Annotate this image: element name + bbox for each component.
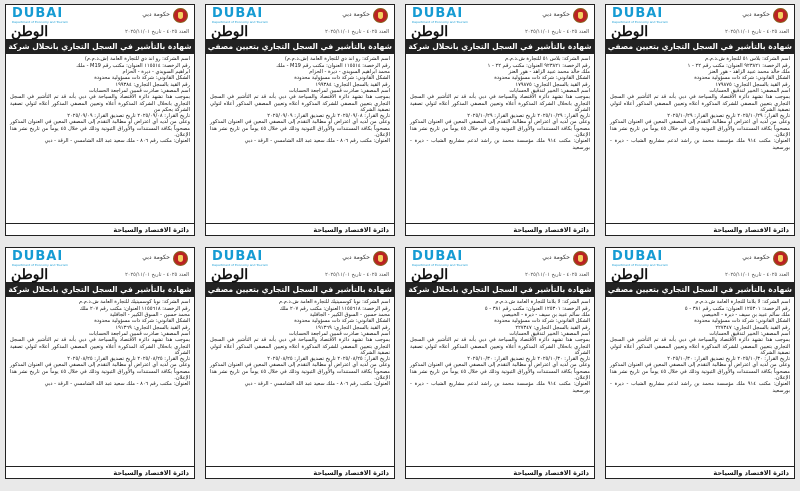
newspaper-name: الوطن xyxy=(411,267,449,283)
government-name: حكومة دبي xyxy=(742,10,770,18)
newspaper-row xyxy=(6,268,194,283)
notice-footer xyxy=(406,223,594,235)
notice-line: الشكل القانوني: شركة ذات مسؤولية محدودة xyxy=(694,318,790,325)
notice-line: تاريخ القرار: ٢٠٢٥/١٠/٣٠ تاريخ تصديق القرار: ٢٠٢٥/١٠/٣٠ xyxy=(667,356,790,363)
notice-card xyxy=(5,247,195,479)
notice-header xyxy=(6,5,194,25)
notice-header xyxy=(206,248,394,268)
department-name: دائرة الاقتصاد والسياحة xyxy=(513,468,589,477)
notice-header xyxy=(606,248,794,268)
department-name: دائرة الاقتصاد والسياحة xyxy=(113,468,189,477)
notice-line: اسم المصفي: الخبير لتدقيق الحسابات xyxy=(709,330,790,337)
newspaper-row xyxy=(606,268,794,283)
notice-line: وعلى من لديه أي اعتراض أو مطالبة التقدم إلى المصفي المعين في العنوان المذكور مصحوباً بكافة المستندات والأوراق الثبوتية وذلك في خلال ٤٥ يوماً من تاريخ نشر هذا الإعلان. xyxy=(10,119,190,139)
notice-line: العنوان: مكتب رقم ٨٠٦ - ملك سعيد عبد الله الشامسي - الرقة - دبي xyxy=(44,381,190,388)
notice-line: الشكل القانوني: شركة ذات مسؤولية محدودة xyxy=(494,75,590,82)
notice-footer xyxy=(206,223,394,235)
notice-body xyxy=(206,297,394,387)
department-name: دائرة الاقتصاد والسياحة xyxy=(513,225,589,234)
notice-line: وعلى من لديه أي اعتراض أو مطالبة التقدم إلى المصفي المعين في العنوان المذكور مصحوباً بكافة المستندات والأوراق الثبوتية وذلك في خلال ٤٥ يوماً من تاريخ نشر هذا الإعلان. xyxy=(10,362,190,382)
notice-headline: شهادة بالتأشير في السجل التجاري بتعيين مصفي xyxy=(606,283,794,297)
dubai-emblem-icon xyxy=(773,251,788,266)
notice-line: رقم القيد بالسجل التجاري: ١٧٩٨٧٥ xyxy=(715,81,790,88)
government-name: حكومة دبي xyxy=(342,253,370,261)
government-block xyxy=(542,251,588,266)
issue-info: العدد ٤٠٢٥ - تاريخ ٢٠٢٥/١١/٠١ xyxy=(325,29,389,35)
notice-card xyxy=(405,247,595,479)
notice-line: وعلى من لديه أي اعتراض أو مطالبة التقدم إلى المصفي المعين في العنوان المذكور مصحوباً بكافة المستندات والأوراق الثبوتية وذلك في خلال ٤٥ يوماً من تاريخ نشر هذا الإعلان. xyxy=(410,362,590,382)
issue-info: العدد ٤٠٢٥ - تاريخ ٢٠٢٥/١١/٠١ xyxy=(125,29,189,35)
dubai-det-logo xyxy=(12,7,68,24)
notice-line: رقم الرخصة: ٩٢٣٨٢١ العنوان: مكتب رقم ٢٢ - ١ xyxy=(487,62,590,69)
dubai-det-logo xyxy=(612,7,668,24)
dubai-logo-text: DUBAI xyxy=(212,5,264,21)
newspaper-row xyxy=(406,268,594,283)
notice-line: بموجب هذا تشهد دائرة الاقتصاد والسياحة في دبي بأنه قد تم التأشير في السجل التجاري بتعيين المصفي للشركة المذكورة أعلاه وتعيين المصفي المذكور أعلاه لتولي تصفية الشركة xyxy=(210,94,390,113)
notice-line: اسم الشركة: بلاس ٥١ للتجارة ش.ذ.م.م xyxy=(505,56,590,63)
dubai-emblem-icon xyxy=(173,251,188,266)
newspaper-name: الوطن xyxy=(11,267,49,283)
notice-line: بموجب هذا تشهد دائرة الاقتصاد والسياحة في دبي بأنه قد تم التأشير في السجل التجاري بتعيين المصفي للشركة المذكورة أعلاه وتعيين المصفي المذكور أعلاه لتولي تصفية الشركة xyxy=(610,94,790,113)
notice-card xyxy=(205,247,395,479)
newspaper-row xyxy=(206,25,394,40)
notice-line: تاريخ القرار: ٢٠٢٥/١٠/٢٩ تاريخ تصديق القرار: ٢٠٢٥/١٠/٢٩ xyxy=(667,113,790,120)
government-name: حكومة دبي xyxy=(742,253,770,261)
notice-line: ملك سالم عبيد بن سيف - ديرة - الخبيصي xyxy=(701,311,790,318)
newspaper-row xyxy=(406,25,594,40)
notice-line: بموجب هذا تشهد دائرة الاقتصاد والسياحة في دبي بأنه قد تم التأشير في السجل التجاري بتعيين المصفي للشركة المذكورة أعلاه وتعيين المصفي المذكور أعلاه لتولي تصفية الشركة xyxy=(210,337,390,356)
notice-line: اسم الشركة: بلاس ٥١ للتجارة ش.ذ.م.م xyxy=(705,56,790,63)
notice-line: العنوان: مكتب ٩١٤ ملك مؤسسة محمد بن راشد لدعم مشاريع الشباب - ديرة - بورسعيد xyxy=(610,138,790,151)
dubai-emblem-icon xyxy=(573,251,588,266)
notice-line: رقم الرخصة: ١١٥٥١٤ العنوان: مكتب رقم M19 - ملك xyxy=(276,62,390,69)
dubai-logo-subtitle: Department of Economy and Tourism xyxy=(12,19,68,24)
notice-body xyxy=(6,54,194,144)
notice-header xyxy=(606,5,794,25)
dubai-emblem-icon xyxy=(173,8,188,23)
notice-header xyxy=(406,248,594,268)
notice-line: رقم القيد بالسجل التجاري: ١٧٩٨٧٥ xyxy=(515,81,590,88)
notice-line: اسم الشركة: نوبا كوسميتيك للتجارة العامة ش.ذ.م.م xyxy=(78,299,190,306)
department-name: دائرة الاقتصاد والسياحة xyxy=(713,225,789,234)
notice-headline: شهادة بالتأشير في السجل التجاري بتعيين مصفي xyxy=(606,40,794,54)
dubai-emblem-icon xyxy=(773,8,788,23)
notice-line: العنوان: مكتب رقم ٨٠٦ - ملك سعيد عبد الله الشامسي - الرقة - دبي xyxy=(244,138,390,145)
notice-line: ملك سالم عبيد بن سيف - ديرة - الخبيصي xyxy=(501,311,590,318)
dubai-det-logo xyxy=(612,250,668,267)
dubai-logo-text: DUBAI xyxy=(212,248,264,264)
dubai-logo-subtitle: Department of Economy and Tourism xyxy=(412,262,468,267)
dubai-logo-text: DUBAI xyxy=(612,5,664,21)
department-name: دائرة الاقتصاد والسياحة xyxy=(113,225,189,234)
department-name: دائرة الاقتصاد والسياحة xyxy=(313,225,389,234)
notice-line: العنوان: مكتب ٩١٤ ملك مؤسسة محمد بن راشد لدعم مشاريع الشباب - ديرة - بورسعيد xyxy=(410,381,590,394)
notice-line: تاريخ القرار: ٢٠٢٥/١٠/٢٩ تاريخ تصديق القرار: ٢٠٢٥/١٠/٢٩ xyxy=(467,113,590,120)
notice-line: وعلى من لديه أي اعتراض أو مطالبة التقدم إلى المصفي المعين في العنوان المذكور مصحوباً بكافة المستندات والأوراق الثبوتية وذلك في خلال ٤٥ يوماً من تاريخ نشر هذا الإعلان. xyxy=(610,119,790,139)
government-block xyxy=(742,251,788,266)
notice-line: بموجب هذا تشهد دائرة الاقتصاد والسياحة في دبي بأنه قد تم التأشير في السجل التجاري بتعيين المصفي للشركة المذكورة أعلاه وتعيين المصفي المذكور أعلاه لتولي تصفية الشركة xyxy=(610,337,790,356)
government-block xyxy=(142,8,188,23)
notice-line: وعلى من لديه أي اعتراض أو مطالبة التقدم إلى المصفي المعين في العنوان المذكور مصحوباً بكافة المستندات والأوراق الثبوتية وذلك في خلال ٤٥ يوماً من تاريخ نشر هذا الإعلان. xyxy=(410,119,590,139)
dubai-det-logo xyxy=(412,7,468,24)
newspaper-name: الوطن xyxy=(611,24,649,40)
notice-headline: شهادة بالتأشير في السجل التجاري بانحلال شركة xyxy=(406,283,594,297)
notice-body xyxy=(606,297,794,394)
notice-line: تاريخ القرار: ٢٠٢٥/٠٨/٢٥ تاريخ تصديق القرار: ٢٠٢٥/٠٨/٢٥ xyxy=(267,356,390,363)
government-block xyxy=(142,251,188,266)
government-block xyxy=(342,251,388,266)
government-name: حكومة دبي xyxy=(542,10,570,18)
notice-line: اسم الشركة: رو اند دي للتجارة العامة (ش.ذ.م.م) xyxy=(84,56,190,63)
notice-line: وعلى من لديه أي اعتراض أو مطالبة التقدم إلى المصفي المعين في العنوان المذكور مصحوباً بكافة المستندات والأوراق الثبوتية وذلك في خلال ٤٥ يوماً من تاريخ نشر هذا الإعلان. xyxy=(610,362,790,382)
notice-line: تاريخ القرار: ٢٠٢٥/٠٨/٢٥ تاريخ تصديق القرار: ٢٠٢٥/٠٨/٢٥ xyxy=(67,356,190,363)
dubai-logo-subtitle: Department of Economy and Tourism xyxy=(612,262,668,267)
notice-line: الشكل القانوني: شركة ذات مسؤولية محدودة xyxy=(94,75,190,82)
notice-line: رقم الرخصة: ١١٥٥٦١٨ العنوان: مكتب رقم ٢٠٧ ملك xyxy=(279,305,390,312)
notice-line: اسم الشركة: لا بلانتا للتجارة العامة ش.ذ.م.م xyxy=(495,299,590,306)
notice-line: اسم المصفي: الخبير لتدقيق الحسابات xyxy=(509,330,590,337)
notice-line: بموجب هذا تشهد دائرة الاقتصاد والسياحة في دبي بأنه قد تم التأشير في السجل التجاري بانحلال الشركة المذكورة أعلاه وتعيين المصفي المذكور أعلاه لتولي تصفية الشركة xyxy=(410,337,590,356)
issue-info: العدد ٤٠٢٥ - تاريخ ٢٠٢٥/١١/٠١ xyxy=(525,29,589,35)
notice-card xyxy=(405,4,595,236)
notice-line: تاريخ القرار: ٢٠٢٥/٠٩/٠٨ تاريخ تصديق القرار: ٢٠٢٥/٠٩/٠٩ xyxy=(67,113,190,120)
issue-info: العدد ٤٠٢٥ - تاريخ ٢٠٢٥/١١/٠١ xyxy=(125,272,189,278)
notice-line: وعلى من لديه أي اعتراض أو مطالبة التقدم إلى المصفي المعين في العنوان المذكور مصحوباً بكافة المستندات والأوراق الثبوتية وذلك في خلال ٤٥ يوماً من تاريخ نشر هذا الإعلان. xyxy=(210,362,390,382)
notice-line: رقم القيد بالسجل التجاري: ٢٢٧٣٤٧ xyxy=(515,324,590,331)
dubai-logo-subtitle: Department of Economy and Tourism xyxy=(212,262,268,267)
issue-info: العدد ٤٠٢٥ - تاريخ ٢٠٢٥/١١/٠١ xyxy=(725,272,789,278)
notice-line: الشكل القانوني: شركة ذات مسؤولية محدودة xyxy=(494,318,590,325)
notice-line: اسم المصفي: صادرت قمبين لمراجعة الحسابات xyxy=(89,330,190,337)
dubai-logo-subtitle: Department of Economy and Tourism xyxy=(212,19,268,24)
government-name: حكومة دبي xyxy=(142,253,170,261)
notice-line: رقم الرخصة: ١١٥٥١٤ العنوان: مكتب رقم M19 - ملك xyxy=(76,62,190,69)
newspaper-name: الوطن xyxy=(11,24,49,40)
notice-footer xyxy=(6,466,194,478)
notice-line: رقم القيد بالسجل التجاري: ١٩٩٣٨٤ xyxy=(315,81,390,88)
notice-line: اسم المصفي: صادرت قمبين لمراجعة الحسابات xyxy=(289,330,390,337)
dubai-logo-text: DUBAI xyxy=(412,5,464,21)
notice-headline: شهادة بالتأشير في السجل التجاري بانحلال شركة xyxy=(6,283,194,297)
notice-footer xyxy=(606,223,794,235)
notice-line: محمد ابراهيم السويدي - ديرة - الحزام xyxy=(309,68,390,75)
notice-header xyxy=(406,5,594,25)
notice-line: محمد حسين - السوق الكبير - الجافلية xyxy=(109,311,190,318)
notice-body xyxy=(206,54,394,144)
notice-line: الشكل القانوني: شركة ذات مسؤولية محدودة xyxy=(294,318,390,325)
notice-line: بموجب هذا تشهد دائرة الاقتصاد والسياحة في دبي بأنه قد تم التأشير في السجل التجاري بانحلال الشركة المذكورة أعلاه وتعيين المصفي المذكور أعلاه لتولي تصفية الشركة xyxy=(410,94,590,113)
dubai-det-logo xyxy=(12,250,68,267)
notice-header xyxy=(206,5,394,25)
notice-line: اسم المصفي: صادرت قمبين لمراجعة الحسابات xyxy=(289,87,390,94)
dubai-logo-text: DUBAI xyxy=(412,248,464,264)
issue-info: العدد ٤٠٢٥ - تاريخ ٢٠٢٥/١١/٠١ xyxy=(325,272,389,278)
notice-headline: شهادة بالتأشير في السجل التجاري بتعيين مصفي xyxy=(206,283,394,297)
newspaper-row xyxy=(206,268,394,283)
notice-line: اسم الشركة: رو اند دي للتجارة العامة (ش.ذ.م.م) xyxy=(284,56,390,63)
government-block xyxy=(342,8,388,23)
dubai-logo-text: DUBAI xyxy=(612,248,664,264)
government-block xyxy=(542,8,588,23)
notice-line: رقم القيد بالسجل التجاري: ١٩١٣٦٩ xyxy=(315,324,390,331)
notice-card xyxy=(5,4,195,236)
government-block xyxy=(742,8,788,23)
notice-line: رقم الرخصة: ١٢٥٣٠١ العنوان: مكتب رقم ٣٨١ - ٥ xyxy=(484,305,590,312)
newspaper-name: الوطن xyxy=(611,267,649,283)
dubai-det-logo xyxy=(212,250,268,267)
notice-body xyxy=(6,297,194,387)
notice-line: ابراهيم السويدي - ديرة - الحزام xyxy=(122,68,190,75)
government-name: حكومة دبي xyxy=(342,10,370,18)
notice-headline: شهادة بالتأشير في السجل التجاري بانحلال شركة xyxy=(406,40,594,54)
dubai-logo-text: DUBAI xyxy=(12,5,64,21)
notice-line: رقم الرخصة: ٩٢٣٨٢١ العنوان: مكتب رقم ٢٢ - ١ xyxy=(687,62,790,69)
department-name: دائرة الاقتصاد والسياحة xyxy=(313,468,389,477)
department-name: دائرة الاقتصاد والسياحة xyxy=(713,468,789,477)
notice-line: اسم المصفي: الخبير لتدقيق الحسابات xyxy=(509,87,590,94)
dubai-emblem-icon xyxy=(573,8,588,23)
notice-footer xyxy=(606,466,794,478)
notice-line: اسم المصفي: الخبير لتدقيق الحسابات xyxy=(709,87,790,94)
notice-footer xyxy=(406,466,594,478)
newspaper-name: الوطن xyxy=(411,24,449,40)
notice-line: بموجب هذا تشهد دائرة الاقتصاد والسياحة في دبي بأنه قد تم التأشير في السجل التجاري بانحلال الشركة المذكورة أعلاه وتعيين المصفي المذكور أعلاه لتولي تصفية الشركة بحكم من xyxy=(10,94,190,113)
notice-line: رقم الرخصة: ١١٥٥٦١٨ العنوان: مكتب رقم ٢٠٧ ملك xyxy=(79,305,190,312)
newspaper-row xyxy=(6,25,194,40)
dubai-det-logo xyxy=(212,7,268,24)
notice-body xyxy=(406,54,594,151)
notice-header xyxy=(6,248,194,268)
notice-card xyxy=(205,4,395,236)
notice-line: وعلى من لديه أي اعتراض أو مطالبة التقدم إلى المصفي المعين في العنوان المذكور مصحوباً بكافة المستندات والأوراق الثبوتية وذلك في خلال ٤٥ يوماً من تاريخ نشر هذا الإعلان. xyxy=(210,119,390,139)
dubai-logo-subtitle: Department of Economy and Tourism xyxy=(412,19,468,24)
notice-line: رقم القيد بالسجل التجاري: ١٩٩٣٨٤ xyxy=(115,81,190,88)
newspaper-row xyxy=(606,25,794,40)
notice-footer xyxy=(6,223,194,235)
notice-line: العنوان: مكتب ٩١٤ ملك مؤسسة محمد بن راشد لدعم مشاريع الشباب - ديرة - بورسعيد xyxy=(410,138,590,151)
notice-line: اسم الشركة: نوبا كوسميتيك للتجارة العامة ش.ذ.م.م xyxy=(278,299,390,306)
notice-card xyxy=(605,247,795,479)
notice-line: ملك خالد محمد عبيد الزاهد - هور العنز xyxy=(508,68,590,75)
notice-line: ملك خالد محمد عبيد الزاهد - هور العنز xyxy=(708,68,790,75)
notice-line: الشكل القانوني: شركة ذات مسؤولية محدودة xyxy=(94,318,190,325)
notice-line: محمد حسين - السوق الكبير - الجافلية xyxy=(309,311,390,318)
notice-line: العنوان: مكتب رقم ٨٠٦ - ملك سعيد عبد الله الشامسي - الرقة - دبي xyxy=(244,381,390,388)
notice-line: العنوان: مكتب رقم ٨٠٦ - ملك سعيد عبد الله الشامسي - الرقة - دبي xyxy=(44,138,190,145)
newspaper-name: الوطن xyxy=(211,24,249,40)
notice-body xyxy=(406,297,594,394)
issue-info: العدد ٤٠٢٥ - تاريخ ٢٠٢٥/١١/٠١ xyxy=(525,272,589,278)
notice-card xyxy=(605,4,795,236)
notice-line: رقم القيد بالسجل التجاري: ١٩١٣٦٩ xyxy=(115,324,190,331)
notice-line: رقم القيد بالسجل التجاري: ٢٢٧٣٤٧ xyxy=(715,324,790,331)
dubai-logo-subtitle: Department of Economy and Tourism xyxy=(12,262,68,267)
notice-headline: شهادة بالتأشير في السجل التجاري بتعيين مصفي xyxy=(206,40,394,54)
government-name: حكومة دبي xyxy=(542,253,570,261)
dubai-emblem-icon xyxy=(373,8,388,23)
notice-line: الشكل القانوني: شركة ذات مسؤولية محدودة xyxy=(694,75,790,82)
dubai-emblem-icon xyxy=(373,251,388,266)
notice-line: تاريخ القرار: ٢٠٢٥/١٠/٣٠ تاريخ تصديق القرار: ٢٠٢٥/١٠/٣٠ xyxy=(467,356,590,363)
notice-headline: شهادة بالتأشير في السجل التجاري بانحلال شركة xyxy=(6,40,194,54)
dubai-det-logo xyxy=(412,250,468,267)
notice-line: رقم الرخصة: ١٢٥٣٠١ العنوان: مكتب رقم ٣٨١ - ٥ xyxy=(684,305,790,312)
newspaper-name: الوطن xyxy=(211,267,249,283)
notice-line: اسم الشركة: لا بلانتا للتجارة العامة ش.ذ.م.م xyxy=(695,299,790,306)
notice-line: تاريخ القرار: ٢٠٢٥/٠٩/٠٨ تاريخ تصديق القرار: ٢٠٢٥/٠٩/٠٩ xyxy=(267,113,390,120)
notice-footer xyxy=(206,466,394,478)
notice-line: اسم المصفي: صادرت قمبين لمراجعة الحسابات xyxy=(89,87,190,94)
issue-info: العدد ٤٠٢٥ - تاريخ ٢٠٢٥/١١/٠١ xyxy=(725,29,789,35)
notice-line: الشكل القانوني: شركة ذات مسؤولية محدودة xyxy=(294,75,390,82)
government-name: حكومة دبي xyxy=(142,10,170,18)
notice-line: بموجب هذا تشهد دائرة الاقتصاد والسياحة في دبي بأنه قد تم التأشير في السجل التجاري بانحلال الشركة المذكورة أعلاه وتعيين المصفي المذكور أعلاه لتولي تصفية الشركة xyxy=(10,337,190,356)
dubai-logo-text: DUBAI xyxy=(12,248,64,264)
notice-line: العنوان: مكتب ٩١٤ ملك مؤسسة محمد بن راشد لدعم مشاريع الشباب - ديرة - بورسعيد xyxy=(610,381,790,394)
notice-body xyxy=(606,54,794,151)
dubai-logo-subtitle: Department of Economy and Tourism xyxy=(612,19,668,24)
